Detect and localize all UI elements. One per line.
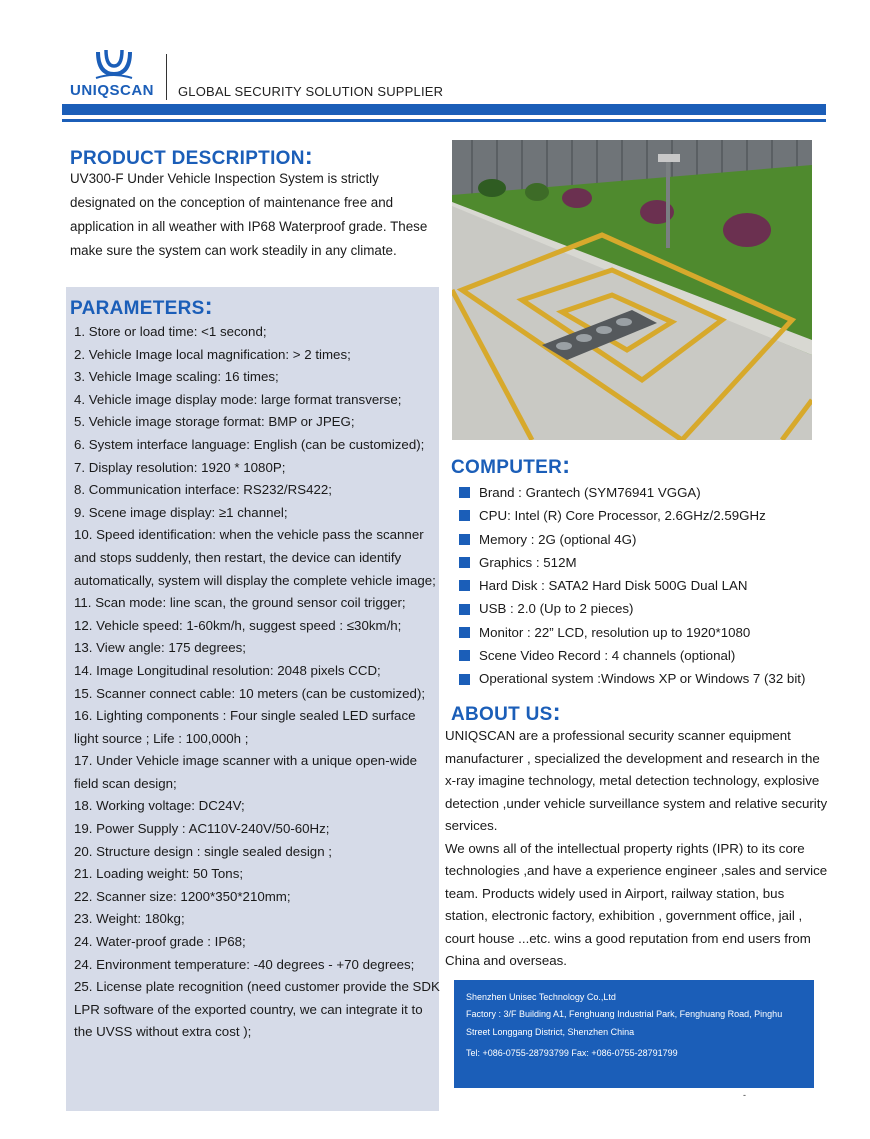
footer-mark: - (743, 1090, 746, 1100)
parameter-item: 13. View angle: 175 degrees; (74, 640, 247, 656)
product-photo (452, 140, 812, 440)
parameter-item: 17. Under Vehicle image scanner with a unique open-wide field scan design; (74, 753, 417, 791)
parameter-item: 18. Working voltage: DC24V; (74, 798, 245, 814)
about-paragraph: We owns all of the intellectual property rights (IPR) to its core technologies ,and have a experience engineer ,sales and service team. Products widely used in Airport, railway station, bus station, electronic factory, exhibition , government office, jail , court house ...etc. wins a good reputation from end users from China and overseas. (445, 840, 828, 968)
parameter-item: 24. Environment temperature: -40 degrees - +70 degrees; (74, 956, 415, 972)
about-paragraph: UNIQSCAN are a professional security scanner equipment manufacturer , specialized the development and research in the x-ray imagine technology, metal detection technology, explosive detection ,under vehicle surveillance system and relative security services. (445, 728, 828, 833)
parameter-item: 2. Vehicle Image local magnification: > 2 times; (74, 346, 351, 362)
parameter-item: 1. Store or load time: <1 second; (74, 324, 267, 339)
parameter-item: 8. Communication interface: RS232/RS422; (74, 482, 332, 498)
parameter-item: 9. Scene image display: ≥1 channel; (74, 504, 288, 520)
parameter-item: 21. Loading weight: 50 Tons; (74, 866, 244, 882)
scanner-installation-image (452, 140, 812, 440)
computer-spec-item: Brand : Grantech (SYM76941 VGGA) (459, 481, 839, 504)
parameter-item: 22. Scanner size: 1200*350*210mm; (74, 888, 291, 904)
bullet-square-icon (459, 580, 470, 591)
parameter-item: 6. System interface language: English (can be customized); (74, 436, 425, 452)
parameter-item: 12. Vehicle speed: 1-60km/h, suggest speed : ≤30km/h; (74, 617, 402, 633)
parameter-item: 4. Vehicle image display mode: large format transverse; (74, 391, 402, 407)
computer-spec-item: Memory : 2G (optional 4G) (459, 528, 839, 551)
computer-spec-item: CPU: Intel (R) Core Processor, 2.6GHz/2.59GHz (459, 504, 839, 527)
computer-spec-item: Scene Video Record : 4 channels (optional) (459, 644, 839, 667)
bullet-square-icon (459, 487, 470, 498)
bullet-square-icon (459, 557, 470, 568)
computer-spec-item: Hard Disk : SATA2 Hard Disk 500G Dual LAN (459, 574, 839, 597)
bullet-square-icon (459, 604, 470, 615)
parameter-item: 10. Speed identification: when the vehicle pass the scanner and stops suddenly, then restart, the device can identify automatically, system will display the complete vehicle image; (74, 527, 436, 588)
parameter-item: 23. Weight: 180kg; (74, 911, 185, 927)
company-name: Shenzhen Unisec Technology Co.,Ltd (466, 992, 616, 1002)
computer-title: COMPUTER: (451, 452, 571, 479)
parameter-item: 3. Vehicle Image scaling: 16 times; (74, 369, 279, 385)
header-divider (166, 54, 167, 100)
bullet-square-icon (459, 534, 470, 545)
tagline: GLOBAL SECURITY SOLUTION SUPPLIER (178, 84, 444, 99)
about-us-title: ABOUT US: (451, 699, 561, 726)
product-description-text: UV300-F Under Vehicle Inspection System is strictly designated on the conception of maintenance free and application in all weather with IP68 Waterproof grade. These make sure the system can work steadily in any climate. (70, 171, 428, 258)
header-bar-thick (62, 104, 826, 115)
header-bar-thin (62, 119, 826, 122)
phone-fax: Tel: +086-0755-28793799 Fax: +086-0755-28791799 (466, 1048, 678, 1058)
parameter-item: 11. Scan mode: line scan, the ground sensor coil trigger; (74, 595, 406, 611)
bullet-square-icon (459, 650, 470, 661)
parameter-item: 25. License plate recognition (need customer provide the SDK LPR software of the exported country, we can integrate it to the UVSS without extra cost ); (74, 979, 440, 1040)
factory-address-line2: Street Longgang District, Shenzhen China (466, 1027, 635, 1037)
bullet-square-icon (459, 627, 470, 638)
computer-spec-item: Operational system :Windows XP or Windows 7 (32 bit) (459, 667, 839, 690)
parameter-item: 16. Lighting components : Four single sealed LED surface light source ; Life : 100,000h ; (74, 708, 416, 746)
product-description-title: PRODUCT DESCRIPTION: (70, 143, 314, 170)
parameter-item: 7. Display resolution: 1920 * 1080P; (74, 459, 286, 475)
bullet-square-icon (459, 510, 470, 521)
bullet-square-icon (459, 674, 470, 685)
factory-address-line1: Factory : 3/F Building A1, Fenghuang Industrial Park, Fenghuang Road, Pinghu (466, 1009, 783, 1019)
uniqscan-logo-icon (94, 48, 134, 82)
parameter-item: 24. Water-proof grade : IP68; (74, 934, 246, 950)
parameters-title: PARAMETERS: (70, 293, 213, 320)
logo-text: UNIQSCAN (70, 82, 155, 99)
computer-spec-list (459, 481, 839, 691)
parameter-item: 14. Image Longitudinal resolution: 2048 pixels CCD; (74, 662, 381, 678)
computer-spec-item: Monitor : 22” LCD, resolution up to 1920*1080 (459, 621, 839, 644)
computer-spec-item: USB : 2.0 (Up to 2 pieces) (459, 597, 839, 620)
company-logo (70, 48, 160, 104)
parameters-list (74, 321, 440, 1044)
parameter-item: 15. Scanner connect cable: 10 meters (can be customized); (74, 685, 426, 701)
about-us-text (445, 725, 830, 973)
parameter-item: 20. Structure design : single sealed design ; (74, 843, 332, 859)
parameter-item: 5. Vehicle image storage format: BMP or JPEG; (74, 414, 355, 430)
contact-box (454, 980, 814, 1088)
computer-spec-item: Graphics : 512M (459, 551, 839, 574)
parameter-item: 19. Power Supply : AC110V-240V/50-60Hz; (74, 821, 330, 837)
